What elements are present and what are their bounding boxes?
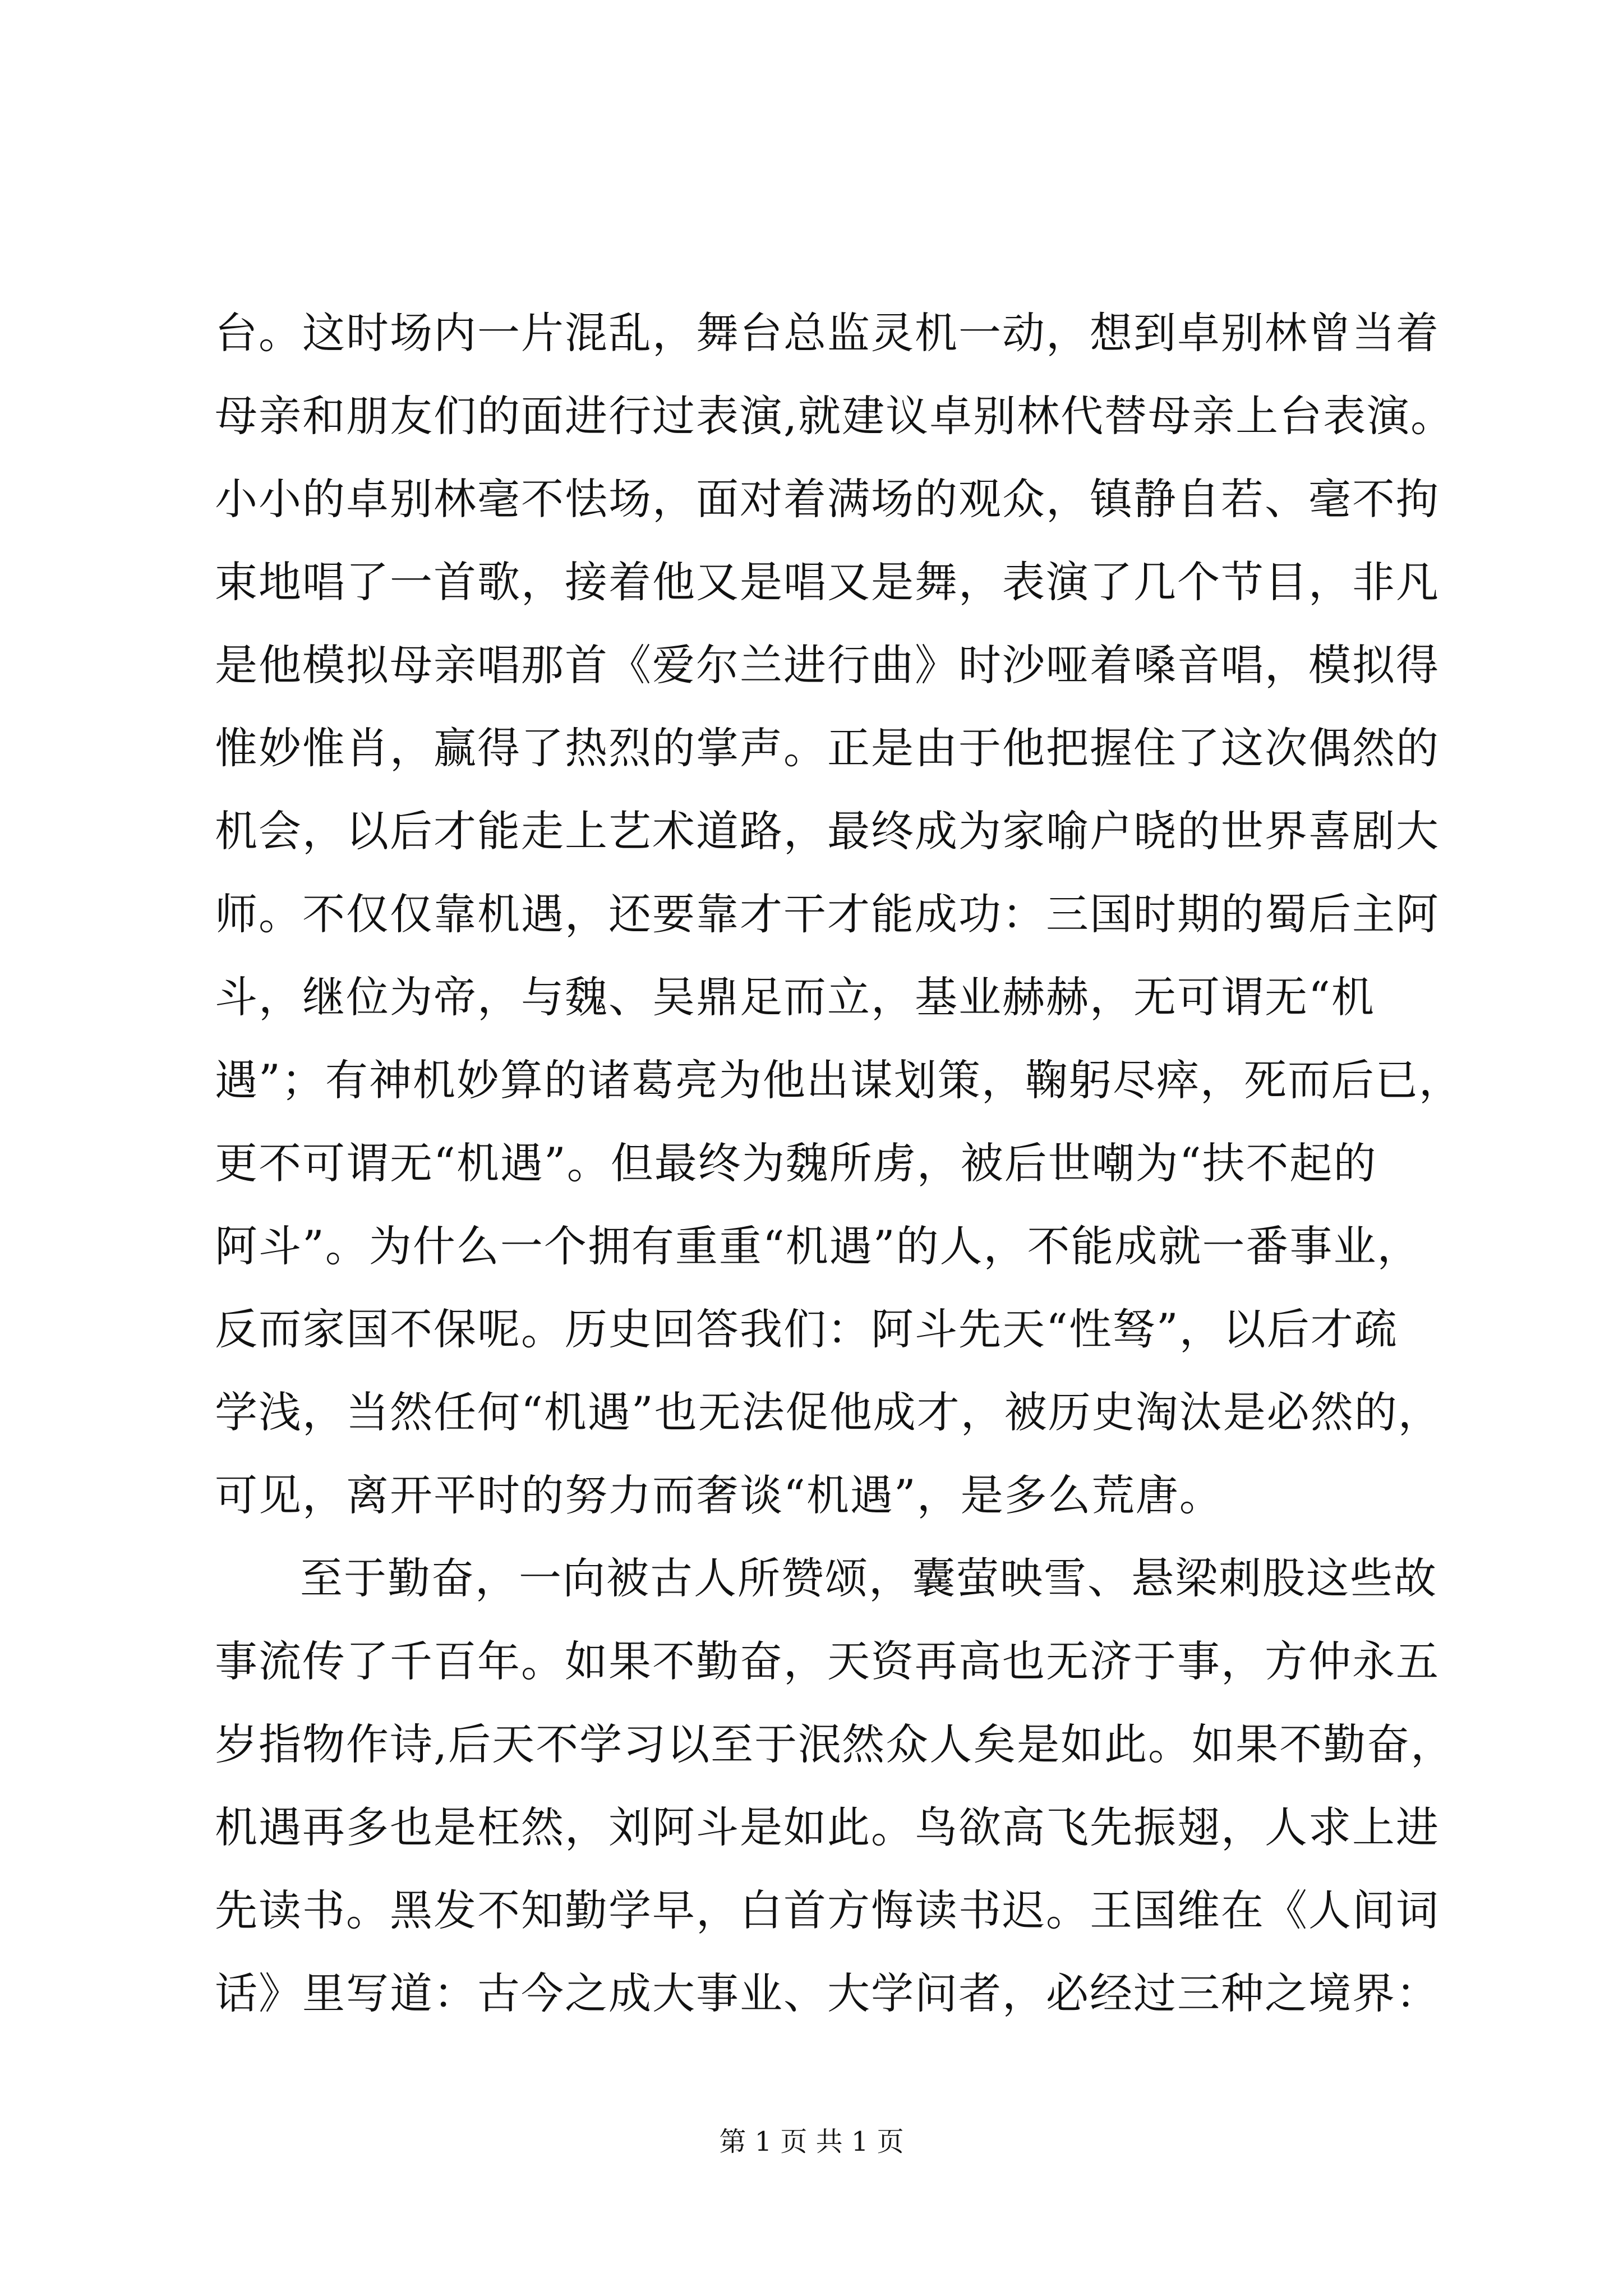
text-line: 束地唱了一首歌，接着他又是唱又是舞，表演了几个节目，非凡 (215, 557, 1440, 607)
body-text (215, 292, 1471, 2035)
text-line: 话》里写道：古今之成大事业、大学问者，必经过三种之境界： (215, 1968, 1440, 2018)
text-line: 可见，离开平时的努力而奢谈“机遇”，是多么荒唐。 (215, 1470, 1223, 1520)
text-line: 学浅，当然任何“机遇”也无法促他成才，被历史淘汰是必然的， (215, 1387, 1442, 1437)
text-line: 先读书。黑发不知勤学早，白首方悔读书迟。王国维在《人间词 (215, 1885, 1440, 1935)
text-line: 是他模拟母亲唱那首《爱尔兰进行曲》时沙哑着嗓音唱，模拟得 (215, 640, 1440, 690)
text-line: 岁指物作诗,后天不学习以至于泯然众人矣是如此。如果不勤奋， (215, 1719, 1455, 1769)
text-line: 斗，继位为帝，与魏、吴鼎足而立，基业赫赫，无可谓无“机 (215, 972, 1375, 1022)
paragraph-first-line: 至于勤奋，一向被古人所赞颂，囊萤映雪、悬梁刺股这些故 (300, 1553, 1437, 1603)
text-line: 遇”；有神机妙算的诸葛亮为他出谋划策，鞠躬尽瘁，死而后已， (215, 1055, 1463, 1105)
text-line: 事流传了千百年。如果不勤奋，天资再高也无济于事，方仲永五 (215, 1636, 1440, 1686)
text-line: 机遇再多也是枉然，刘阿斗是如此。鸟欲高飞先振翅，人求上进 (215, 1802, 1440, 1852)
page-number-footer: 第 1 页 共 1 页 (719, 2126, 904, 2157)
text-line: 反而家国不保呢。历史回答我们：阿斗先天“性驽”，以后才疏 (215, 1304, 1398, 1354)
text-line: 惟妙惟肖，赢得了热烈的掌声。正是由于他把握住了这次偶然的 (215, 723, 1440, 773)
text-line: 阿斗”。为什么一个拥有重重“机遇”的人，不能成就一番事业， (215, 1221, 1421, 1271)
text-line: 母亲和朋友们的面进行过表演,就建议卓别林代替母亲上台表演。 (215, 391, 1455, 441)
text-line: 机会，以后才能走上艺术道路，最终成为家喻户晓的世界喜剧大 (215, 806, 1440, 856)
text-line: 小小的卓别林毫不怯场，面对着满场的观众，镇静自若、毫不拘 (215, 474, 1440, 524)
text-line: 更不可谓无“机遇”。但最终为魏所虏，被后世嘲为“扶不起的 (215, 1138, 1377, 1188)
text-line: 师。不仅仅靠机遇，还要靠才干才能成功：三国时期的蜀后主阿 (215, 889, 1440, 939)
text-line: 台。这时场内一片混乱，舞台总监灵机一动，想到卓别林曾当着 (215, 308, 1440, 358)
